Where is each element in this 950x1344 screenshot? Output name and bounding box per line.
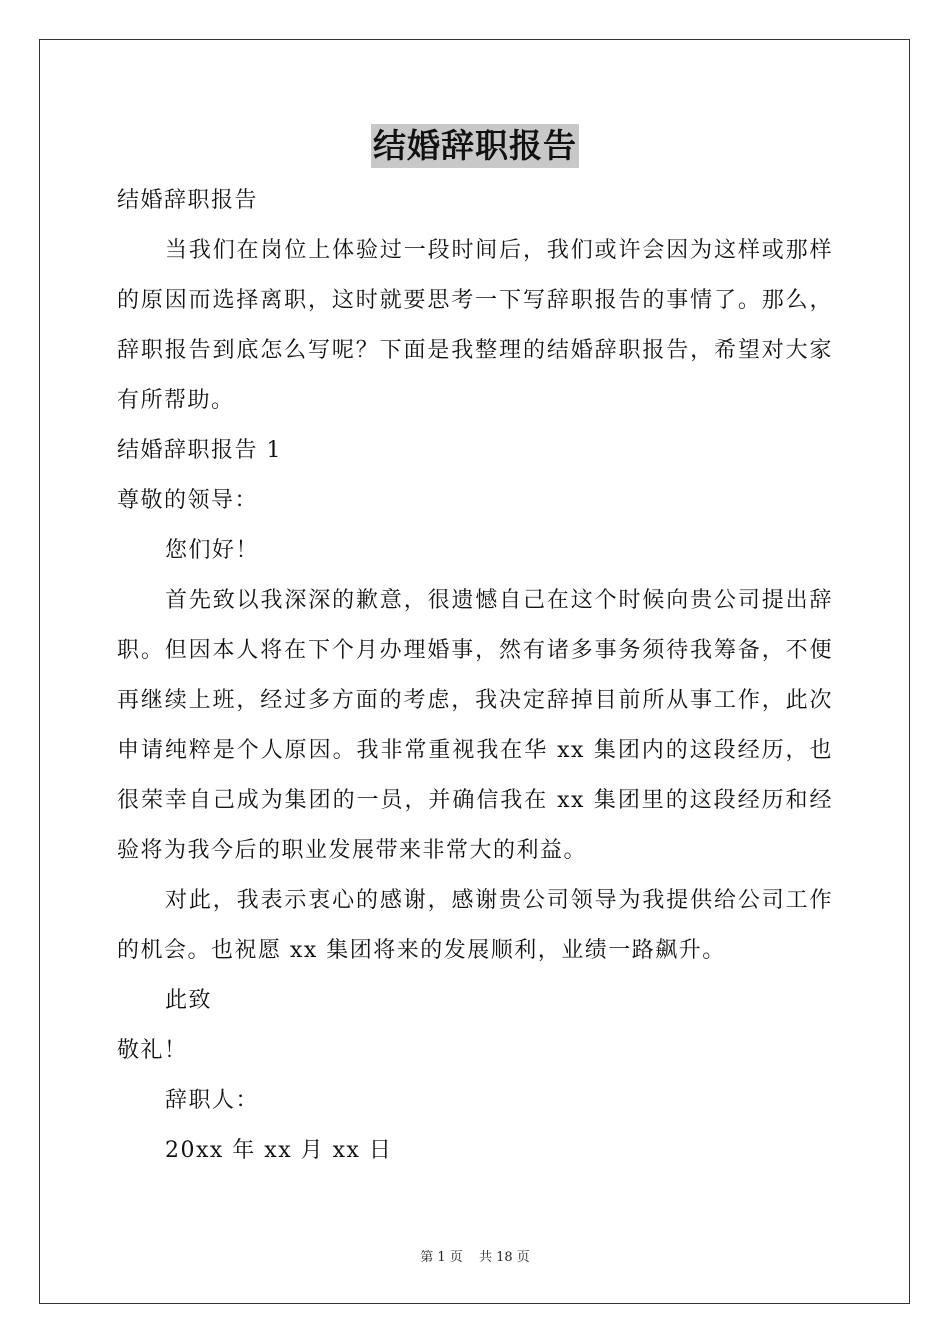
paragraph: 您们好！ — [165, 538, 260, 563]
document-title: 结婚辞职报告 — [371, 124, 579, 168]
paragraph: 辞职人： — [165, 1088, 260, 1113]
paragraph: 结婚辞职报告 — [117, 188, 259, 213]
title-wrap — [0, 124, 950, 168]
paragraph: 结婚辞职报告 1 — [117, 438, 282, 463]
paragraph: 首先致以我深深的歉意，很遗憾自己在这个时候向贵公司提出辞职。但因本人将在下个月办理婚事，然有诸多事务须待我筹备，不便再继续上班，经过多方面的考虑，我决定辞掉目前所从事工作，此次申请纯粹是个人原因。我非常重视我在华 xx 集团内的这段经历，也很荣幸自己成为集团的一员，并确信我在 xx 集团里的这段经历和经验将为我今后的职业发展带来非常大的利益。 — [117, 588, 833, 863]
paragraph: 尊敬的领导： — [117, 488, 259, 513]
paragraph: 20xx 年 xx 月 xx 日 — [165, 1138, 393, 1163]
paragraph: 当我们在岗位上体验过一段时间后，我们或许会因为这样或那样的原因而选择离职，这时就要思考一下写辞职报告的事情了。那么，辞职报告到底怎么写呢？下面是我整理的结婚辞职报告，希望对大家有所帮助。 — [117, 238, 833, 413]
page-total: 共 18 页 — [478, 1250, 530, 1265]
page-number: 第 1 页 — [420, 1250, 463, 1265]
paragraph: 敬礼！ — [117, 1038, 188, 1063]
paragraph: 此致 — [165, 988, 213, 1013]
document-body — [117, 176, 833, 1176]
paragraph: 对此，我表示衷心的感谢，感谢贵公司领导为我提供给公司工作的机会。也祝愿 xx 集团将来的发展顺利，业绩一路飙升。 — [117, 888, 833, 963]
page-footer — [0, 1246, 950, 1265]
